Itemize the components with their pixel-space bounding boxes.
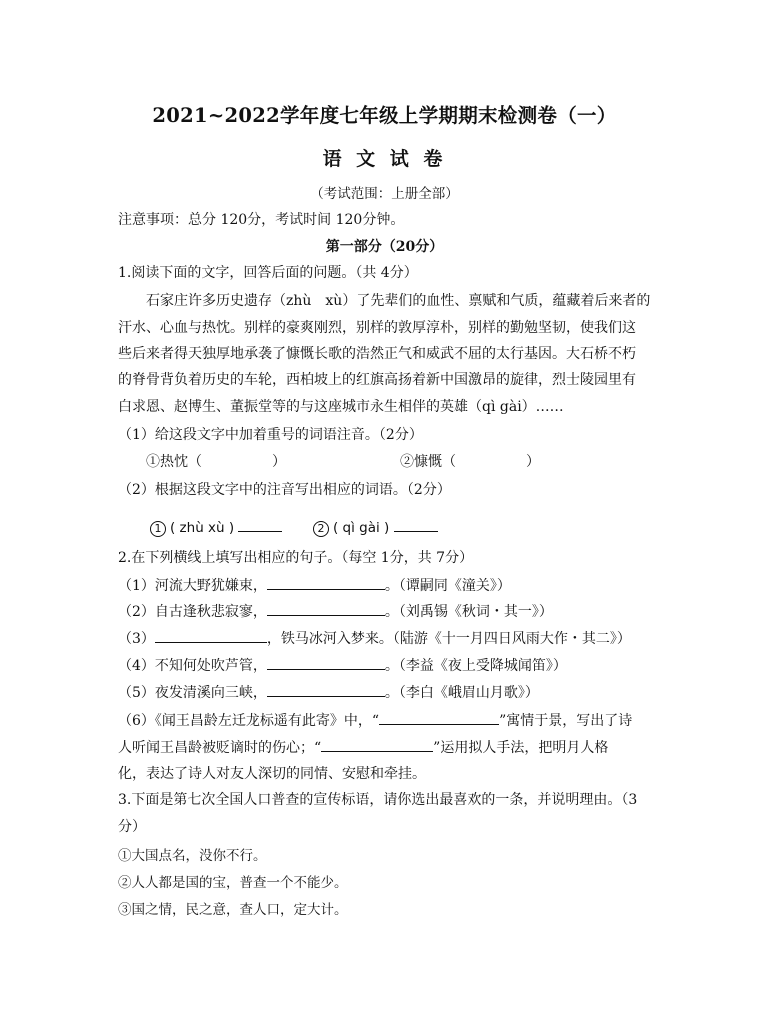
q1-sub2-prompt: （2）根据这段文字中的注音写出相应的词语。（2分）	[118, 482, 451, 498]
answer-blank[interactable]	[321, 737, 433, 752]
exam-title: 2021~2022学年度七年级上学期期末检测卷（一）	[152, 104, 617, 127]
q1-sub1-option-b: ②慷慨（ ）	[400, 454, 540, 470]
q2-item-source: 。（谭嗣同《潼关》）	[384, 578, 511, 594]
exam-subtitle: 语 文 试 卷	[322, 148, 447, 170]
answer-blank[interactable]	[394, 517, 438, 532]
q2-item-text: （5）夜发清溪向三峡，	[118, 685, 267, 701]
q2-item-text: （6）《闻王昌龄左迁龙标遥有此寄》中，“	[118, 713, 380, 729]
answer-blank[interactable]	[238, 517, 282, 532]
q2-item	[118, 575, 511, 596]
exam-notice: 注意事项：总分 120分，考试时间 120分钟。	[118, 212, 405, 228]
q2-item-text: ”寓情于景，写出了诗	[499, 713, 633, 729]
q2-item-source: 。（李白《峨眉山月歌》）	[384, 685, 539, 701]
pinyin-label: ( qì gài )	[333, 520, 390, 536]
q2-item-text: （3）	[118, 631, 155, 647]
answer-blank[interactable]	[267, 601, 385, 616]
q3-option: ①大国点名，没你不行。	[118, 848, 267, 864]
q1-passage-line: 石家庄许多历史遗存（zhù xù）了先辈们的血性、禀赋和气质，蕴藏着后来者的	[146, 293, 651, 309]
q1-prompt: 1.阅读下面的文字，回答后面的问题。（共 4分）	[118, 265, 418, 281]
q2-item6-line	[118, 710, 632, 731]
q1-sub2-option-a	[150, 517, 282, 538]
q2-item-text: （2）自古逢秋悲寂寥，	[118, 604, 267, 620]
q1-passage-line: 白求恩、赵博生、董振堂等的与这座城市永生相伴的英雄（qì gài）……	[118, 399, 564, 415]
q2-item-text: ”运用拟人手法，把明月人格	[433, 740, 609, 756]
q3-prompt-cont: 分）	[118, 819, 146, 835]
q1-passage-line: 些后来者得天独厚地承袭了慷慨长歌的浩然正气和威武不屈的太行基因。大石桥不朽	[118, 346, 636, 362]
circled-number: 1	[150, 521, 166, 537]
answer-blank[interactable]	[267, 682, 385, 697]
q2-item	[118, 655, 567, 676]
answer-blank[interactable]	[155, 628, 267, 643]
pinyin-label: ( zhù xù )	[170, 520, 235, 536]
answer-blank[interactable]	[267, 575, 385, 590]
q1-passage-line: 汗水、心血与热忱。别样的豪爽刚烈，别样的敦厚淳朴，别样的勤勉坚韧，使我们这	[118, 320, 636, 336]
q2-item	[118, 628, 631, 649]
q1-passage-line: 的脊骨背负着历史的车轮，西柏坡上的红旗高扬着新中国激昂的旋律，烈士陵园里有	[118, 372, 636, 388]
q2-item-text: 人听闻王昌龄被贬谪时的伤心；“	[118, 740, 322, 756]
q2-item	[118, 682, 539, 703]
q2-item-source: 。（刘禹锡《秋词・其一》）	[384, 604, 553, 620]
q3-option: ②人人都是国的宝，普查一个不能少。	[118, 875, 348, 891]
circled-number: 2	[313, 521, 329, 537]
answer-blank[interactable]	[267, 655, 385, 670]
q2-item6-line: 化，表达了诗人对友人深切的同情、安慰和牵挂。	[118, 766, 426, 782]
q2-item6-line	[118, 737, 608, 758]
q1-sub1-option-a: ①热忱（ ）	[146, 454, 286, 470]
exam-scope: （考试范围：上册全部）	[310, 186, 459, 202]
q2-prompt: 2.在下列横线上填写出相应的句子。（每空 1分，共 7分）	[118, 550, 474, 566]
q2-item-source: 。（李益《夜上受降城闻笛》）	[384, 658, 567, 674]
part-heading: 第一部分（20分）	[325, 239, 444, 255]
answer-blank[interactable]	[379, 710, 499, 725]
q3-option: ③国之情，民之意，查人口，定大计。	[118, 902, 348, 918]
q1-sub1-prompt: （1）给这段文字中加着重号的词语注音。（2分）	[118, 427, 423, 443]
q3-prompt: 3.下面是第七次全国人口普查的宣传标语，请你选出最喜欢的一条，并说明理由。（3	[118, 792, 638, 808]
q2-item-text: （4）不知何处吹芦管，	[118, 658, 267, 674]
q1-sub2-option-b	[313, 517, 438, 538]
q2-item-text: （1）河流大野犹嫌束，	[118, 578, 267, 594]
q2-item	[118, 601, 553, 622]
q2-item-source: ，铁马冰河入梦来。（陆游《十一月四日风雨大作・其二》）	[266, 631, 631, 647]
